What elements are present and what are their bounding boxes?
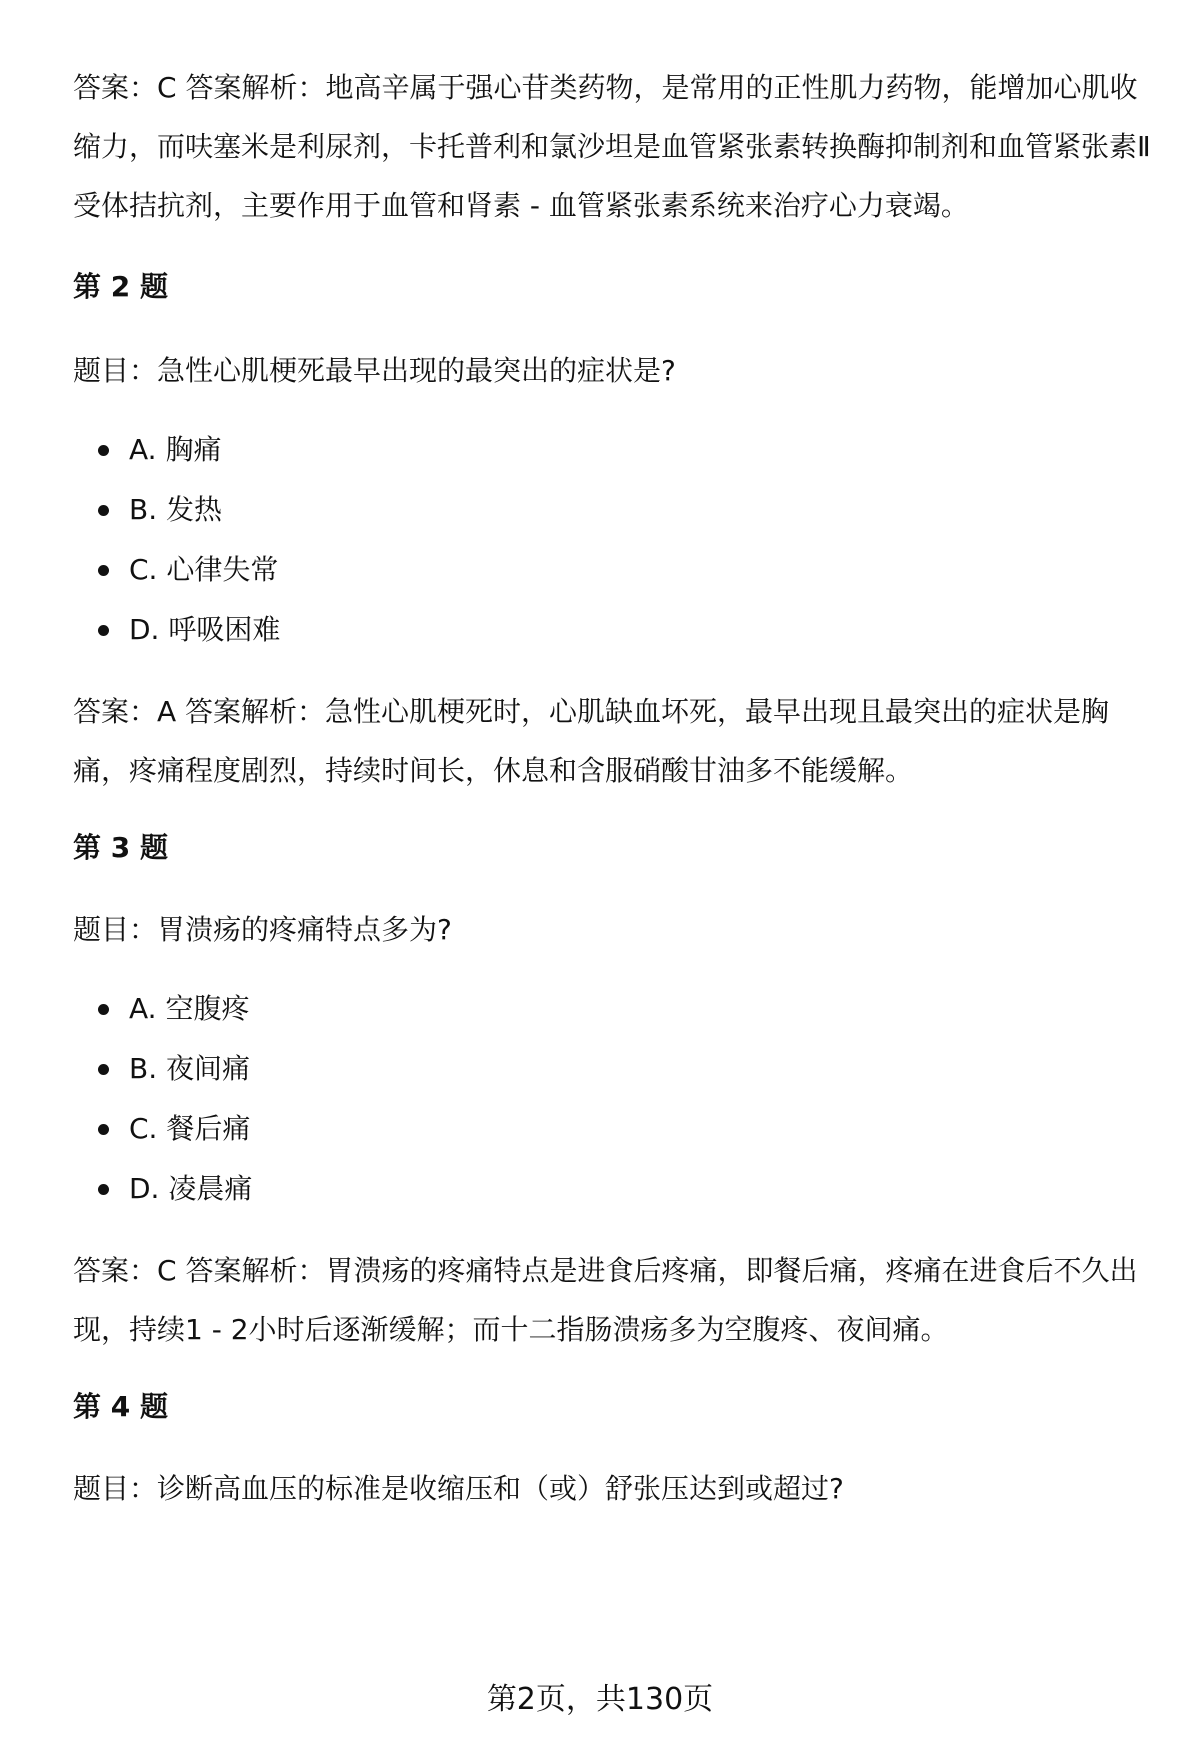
bullet-icon — [98, 505, 109, 516]
q3-option-c — [73, 1109, 1153, 1169]
q2-question: 题目：急性心肌梗死最早出现的最突出的症状是? — [73, 354, 676, 387]
q2-answer-explanation: 答案：A 答案解析：急性心肌梗死时，心肌缺血坏死，最早出现且最突出的症状是胸痛，疼痛程度剧烈，持续时间长，休息和含服硝酸甘油多不能缓解。 — [73, 695, 1110, 787]
option-label: B. 发热 — [129, 493, 223, 526]
option-label: D. 凌晨痛 — [129, 1172, 253, 1205]
option-label: A. 空腹疼 — [129, 992, 250, 1025]
q2-option-c — [73, 550, 1153, 610]
bullet-icon — [98, 1064, 109, 1075]
option-label: D. 呼吸困难 — [129, 613, 281, 646]
q4-heading: 第 4 题 — [73, 1390, 168, 1423]
bullet-icon — [98, 565, 109, 576]
q3-option-d — [73, 1169, 1153, 1229]
q3-option-a — [73, 989, 1153, 1049]
q3-heading: 第 3 题 — [73, 831, 168, 864]
q4-question: 题目：诊断高血压的标准是收缩压和（或）舒张压达到或超过? — [73, 1472, 844, 1505]
q2-option-d — [73, 610, 1153, 670]
q2-option-a — [73, 430, 1153, 490]
q3-answer-explanation: 答案：C 答案解析：胃溃疡的疼痛特点是进食后疼痛，即餐后痛，疼痛在进食后不久出现，持续1 - 2小时后逐渐缓解；而十二指肠溃疡多为空腹疼、夜间痛。 — [73, 1254, 1138, 1346]
option-label: A. 胸痛 — [129, 433, 222, 466]
q3-option-b — [73, 1049, 1153, 1109]
bullet-icon — [98, 1124, 109, 1135]
q2-options-list — [73, 430, 1153, 670]
q3-question: 题目：胃溃疡的疼痛特点多为? — [73, 913, 452, 946]
option-label: C. 心律失常 — [129, 553, 279, 586]
q1-answer-explanation: 答案：C 答案解析：地高辛属于强心苷类药物，是常用的正性肌力药物，能增加心肌收缩力，而呋塞米是利尿剂，卡托普利和氯沙坦是血管紧张素转换酶抑制剂和血管紧张素Ⅱ受体拮抗剂，主要作用于血管和肾素 - 血管紧张素系统来治疗心力衰竭。 — [73, 71, 1151, 222]
q2-heading: 第 2 题 — [73, 270, 168, 303]
page-indicator: 第2页，共130页 — [486, 1682, 714, 1717]
q2-option-b — [73, 490, 1153, 550]
bullet-icon — [98, 1184, 109, 1195]
option-label: C. 餐后痛 — [129, 1112, 251, 1145]
bullet-icon — [98, 1004, 109, 1015]
document-page — [73, 58, 1153, 1518]
option-label: B. 夜间痛 — [129, 1052, 251, 1085]
bullet-icon — [98, 445, 109, 456]
bullet-icon — [98, 625, 109, 636]
q3-options-list — [73, 989, 1153, 1229]
